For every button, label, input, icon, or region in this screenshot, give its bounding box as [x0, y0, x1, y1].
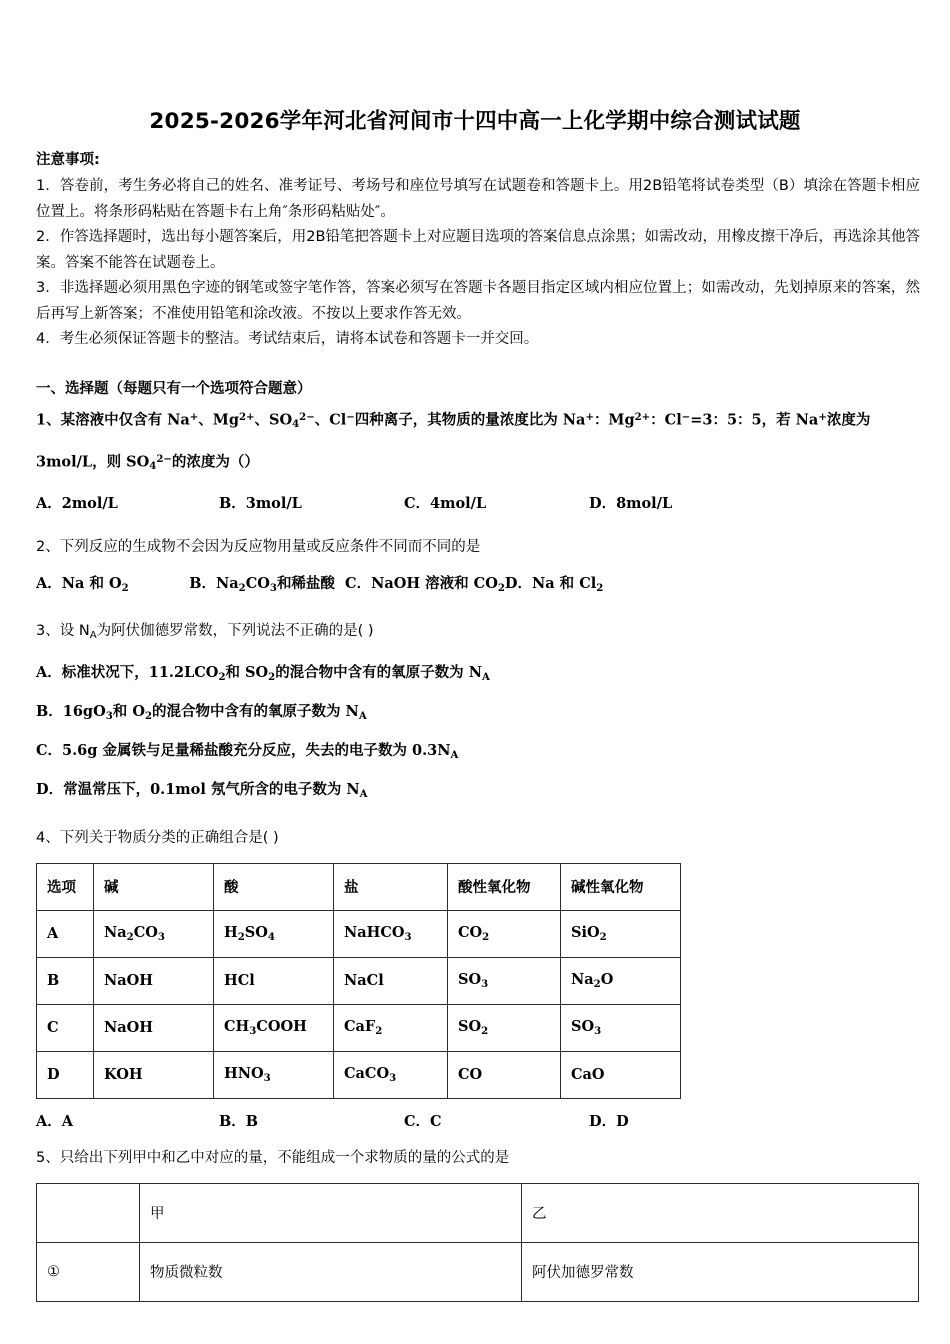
question-4-classification-table: [36, 863, 681, 1099]
table-cell: CaF$_2$: [334, 1004, 448, 1051]
table-row: [37, 957, 681, 1004]
table-cell: CO: [448, 1051, 561, 1098]
question-4-option-d[interactable]: D．D: [589, 1112, 629, 1130]
table-row: [37, 1051, 681, 1098]
notice-item-1: 1．答卷前，考生务必将自己的姓名、准考证号、考场号和座位号填写在试题卷和答题卡上。用2B铅笔将试卷类型（B）填涂在答题卡相应位置上。将条形码粘贴在答题卡右上角″条形码粘贴处″。: [36, 178, 920, 220]
question-4-option-c[interactable]: C．C: [404, 1112, 442, 1130]
table-cell: NaHCO$_3$: [334, 910, 448, 957]
table-cell: $CH_3COOH$: [214, 1004, 334, 1051]
table-cell-row-label: C: [37, 1004, 94, 1051]
table-header-cell-base: 碱: [94, 863, 214, 910]
table-row: [37, 1004, 681, 1051]
question-1-option-d[interactable]: D．8mol/L: [589, 494, 673, 512]
table-cell: $HNO_3$: [214, 1051, 334, 1098]
question-2-option-c[interactable]: C．NaOH 溶液和 $CO_2$: [345, 574, 505, 594]
question-2-stem: 2、下列反应的生成物不会因为反应物用量或反应条件不同而不同的是: [36, 538, 481, 555]
question-1-stem-line-1: 1、某溶液中仅含有 Na+、$Mg^{2+}$、$SO_4^{2-}$、Cl−四种离子，其物质的量浓度比为 Na+：$Mg^{2+}$：Cl−=3：5：5，若 Na+浓度为: [36, 410, 871, 430]
table-header-cell-index: [37, 1183, 140, 1242]
table-header-cell-option: 选项: [37, 863, 94, 910]
table-cell: CaO: [561, 1051, 681, 1098]
table-cell: NaOH: [94, 957, 214, 1004]
notice-item-4: 4．考生必须保证答题卡的整洁。考试结束后，请将本试卷和答题卡一并交回。: [36, 331, 539, 347]
table-cell: $SO_3$: [561, 1004, 681, 1051]
question-3-option-a[interactable]: A．标准状况下，$11.2LCO_2$和 $SO_2$的混合物中含有的氧原子数为 $N_A$: [36, 664, 490, 684]
question-5-stem: 5、只给出下列甲中和乙中对应的量，不能组成一个求物质的量的公式的是: [36, 1149, 510, 1166]
question-3-option-b[interactable]: B．$16gO_3$和 $O_2$的混合物中含有的氧原子数为 $N_A$: [36, 703, 367, 722]
question-2-option-d[interactable]: D．Na 和 $Cl_2$: [504, 574, 604, 594]
table-header-cell-acidic-oxide: 酸性氧化物: [448, 863, 561, 910]
table-cell-row-label: B: [37, 957, 94, 1004]
table-header-cell-salt: 盐: [334, 863, 448, 910]
table-header-cell-jia: 甲: [140, 1183, 522, 1242]
page-title: 2025-2026学年河北省河间市十四中高一上化学期中综合测试试题: [149, 109, 801, 134]
table-cell: SiO$_2$: [561, 910, 681, 957]
notice-item-3: 3．非选择题必须用黑色字迹的钢笔或签字笔作答，答案必须写在答题卡各题目指定区域内相应位置上；如需改动，先划掉原来的答案，然后再写上新答案；不准使用铅笔和涂改液。不按以上要求作答无效。: [36, 280, 920, 322]
question-3-stem: 3、设 $N_A$为阿伏伽德罗常数，下列说法不正确的是( ): [36, 623, 374, 642]
table-row: [37, 1242, 919, 1301]
notice-item-2: 2．作答选择题时，选出每小题答案后，用2B铅笔把答题卡上对应题目选项的答案信息点涂黑；如需改动，用橡皮擦干净后，再选涂其他答案。答案不能答在试题卷上。: [36, 229, 920, 271]
table-header-row: [37, 863, 681, 910]
question-4-option-a[interactable]: A．A: [36, 1112, 74, 1130]
table-cell-row-label: D: [37, 1051, 94, 1098]
table-header-cell-acid: 酸: [214, 863, 334, 910]
document-body: [36, 148, 920, 1302]
table-cell: $H_2SO_4$: [214, 910, 334, 957]
section-heading-multiple-choice: 一、选择题（每题只有一个选项符合题意）: [36, 380, 312, 397]
question-1-stem-line-2: 3mol/L，则 $SO_4^{2-}$的浓度为（）: [36, 452, 259, 472]
question-1-option-b[interactable]: B．3mol/L: [219, 494, 302, 512]
question-3-option-c[interactable]: C．5.6g 金属铁与足量稀盐酸充分反应，失去的电子数为 $0.3N_A$: [36, 741, 459, 761]
table-cell: $CO_2$: [448, 910, 561, 957]
question-4-option-b[interactable]: B．B: [219, 1112, 259, 1130]
question-1-options: [36, 490, 920, 518]
table-cell: HCl: [214, 957, 334, 1004]
question-4-stem: 4、下列关于物质分类的正确组合是( ): [36, 829, 279, 846]
question-1-option-a[interactable]: A．2mol/L: [36, 494, 118, 512]
table-cell: NaOH: [94, 1004, 214, 1051]
question-2-option-b[interactable]: B．$Na_2CO_3$和稀盐酸: [189, 574, 335, 594]
table-cell: $Na_2CO_3$: [94, 910, 214, 957]
table-cell: $SO_3$: [448, 957, 561, 1004]
question-3-option-d[interactable]: D．常温常压下，0.1mol 氖气所含的电子数为 $N_A$: [36, 780, 368, 800]
table-header-cell-yi: 乙: [522, 1183, 919, 1242]
table-cell: $SO_2$: [448, 1004, 561, 1051]
table-row: [37, 910, 681, 957]
table-cell-row-label: ①: [37, 1242, 140, 1301]
notice-heading: 注意事项:: [36, 152, 100, 168]
table-cell: CaCO$_3$: [334, 1051, 448, 1098]
question-1-option-c[interactable]: C．4mol/L: [404, 494, 487, 512]
question-2-option-a[interactable]: A．Na 和 $O_2$: [36, 574, 129, 594]
question-4-options: [36, 1108, 920, 1136]
table-header-row: [37, 1183, 919, 1242]
table-cell: $Na_2O$: [561, 957, 681, 1004]
table-cell: 阿伏加德罗常数: [522, 1242, 919, 1301]
question-5-quantity-table: [36, 1183, 919, 1302]
question-2-options: [36, 569, 920, 603]
table-cell: KOH: [94, 1051, 214, 1098]
table-cell-row-label: A: [37, 910, 94, 957]
table-cell: NaCl: [334, 957, 448, 1004]
table-header-cell-basic-oxide: 碱性氧化物: [561, 863, 681, 910]
table-cell: 物质微粒数: [140, 1242, 522, 1301]
